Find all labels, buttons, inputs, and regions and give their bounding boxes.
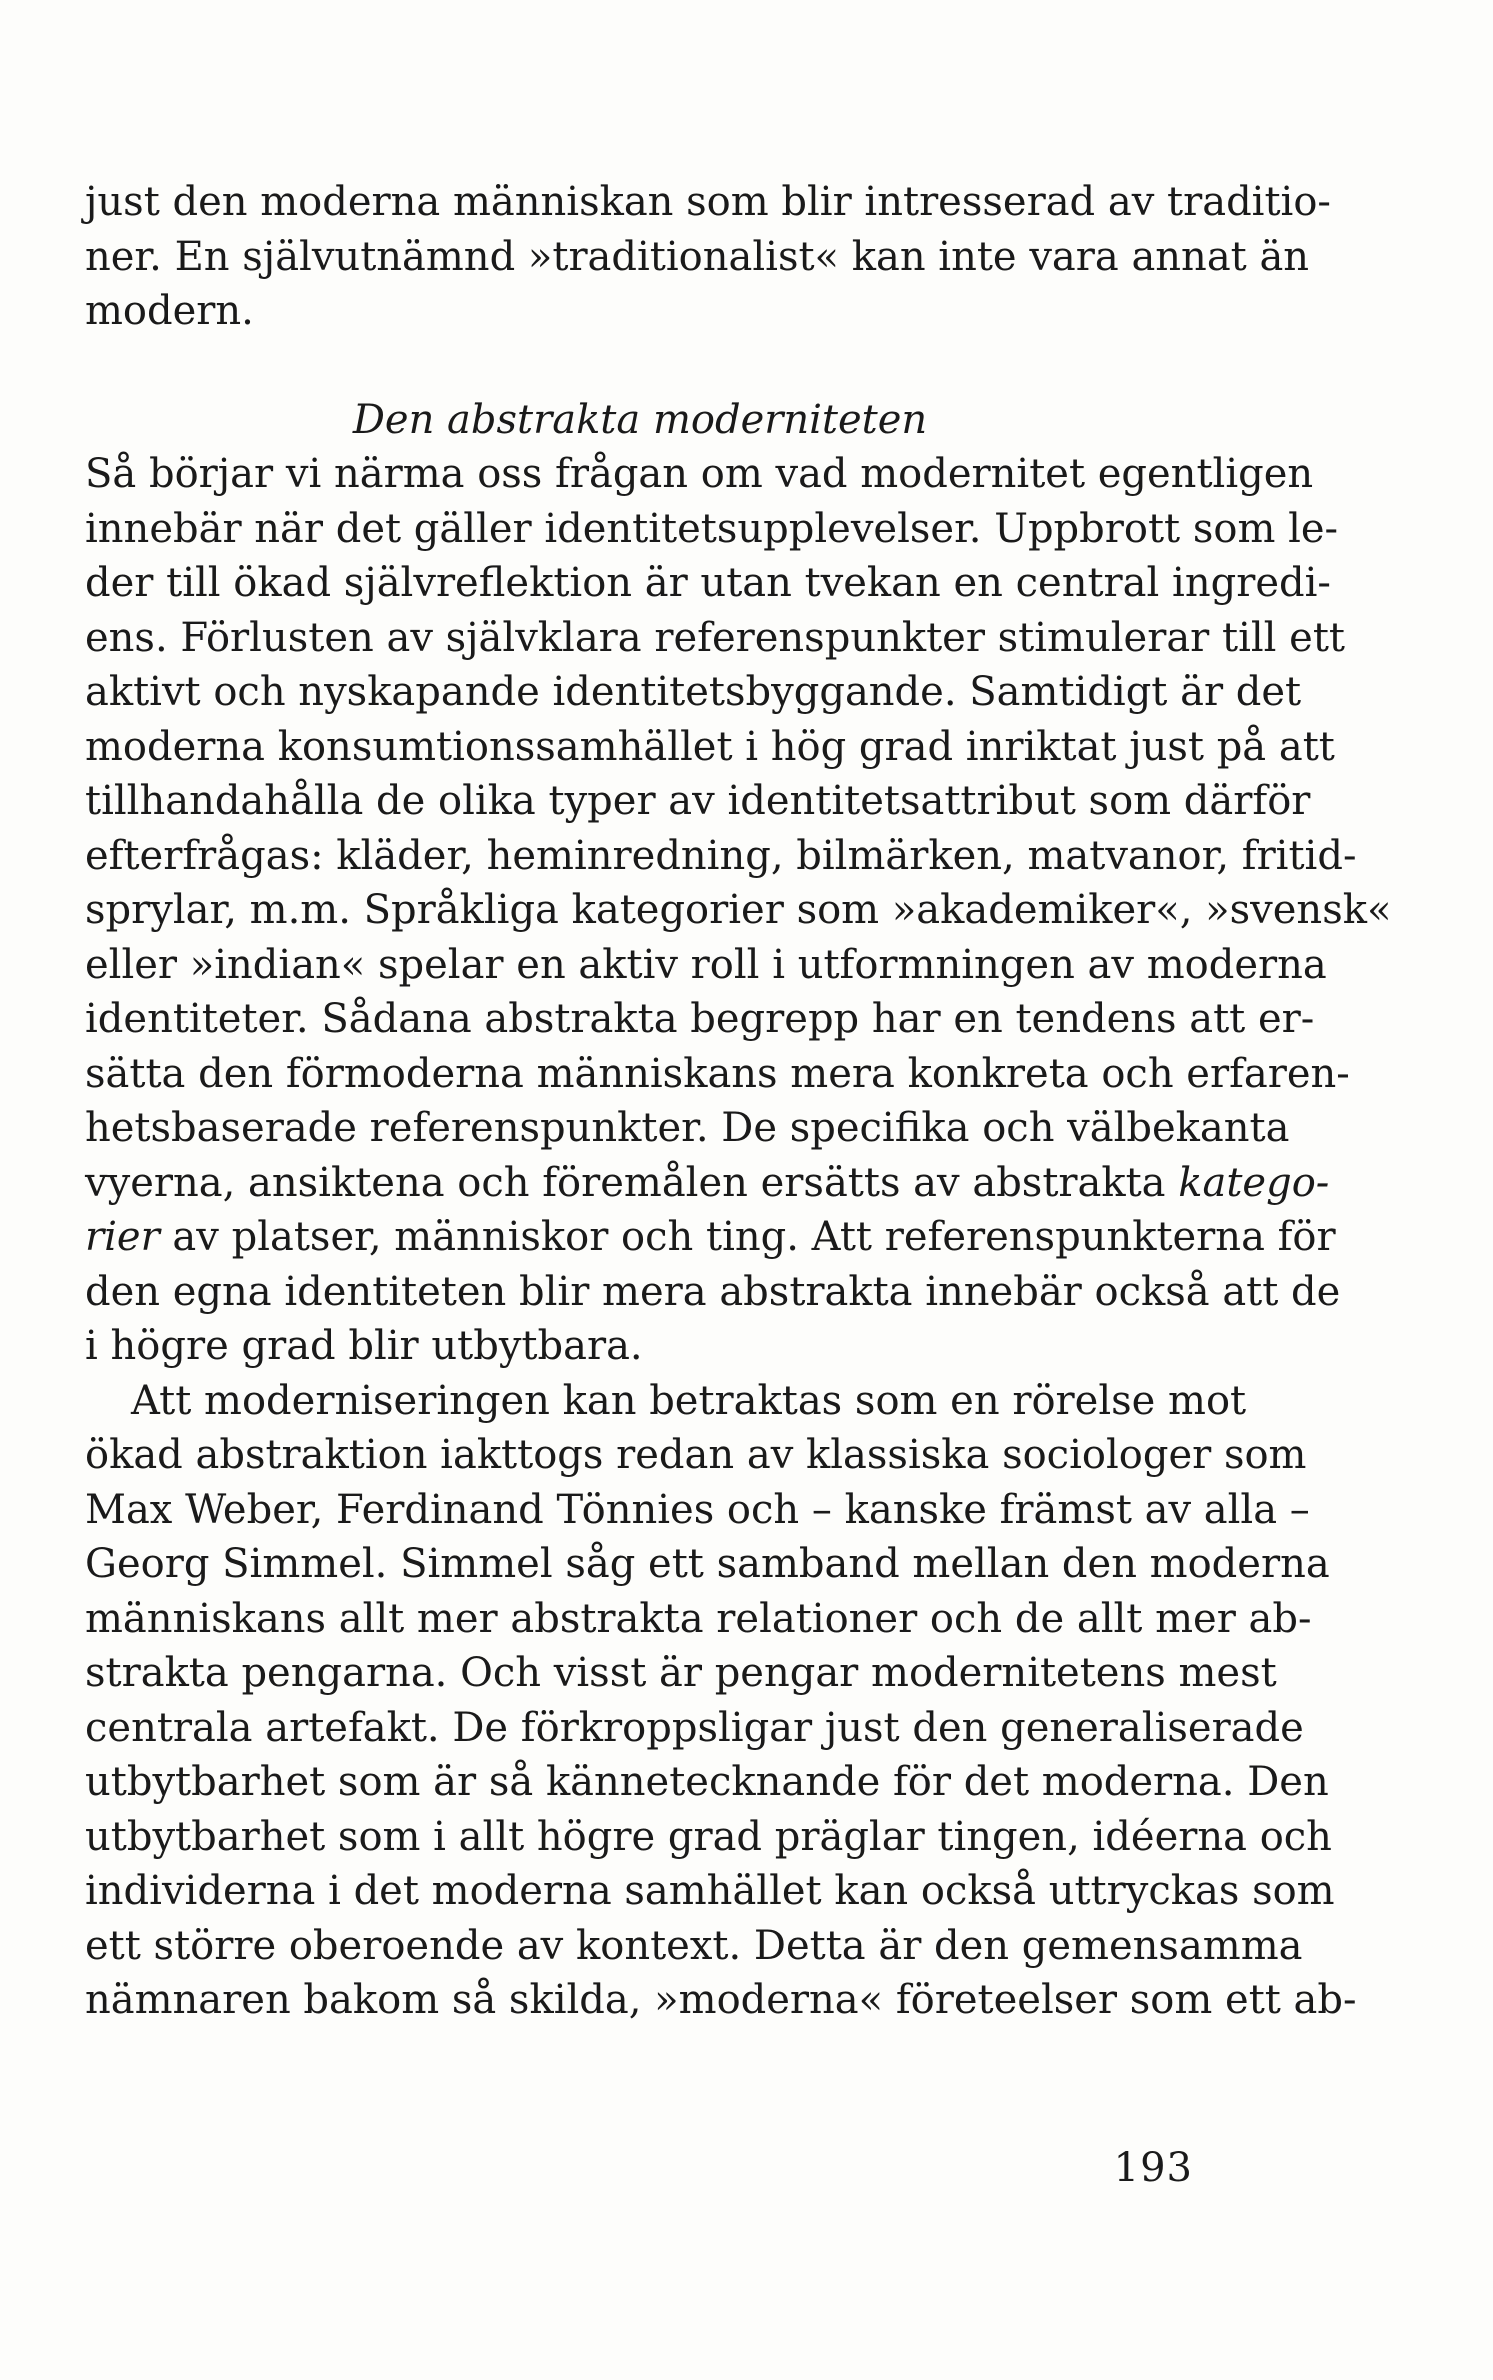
text-line: i högre grad blir utbytbara. — [85, 1323, 643, 1369]
text-line: Att moderniseringen kan betraktas som en rörelse mot — [131, 1377, 1247, 1424]
text-line: innebär när det gäller identitetsupplevelser. Uppbrott som le- — [85, 505, 1339, 552]
text-line: människans allt mer abstrakta relationer och de allt mer ab- — [85, 1595, 1312, 1642]
text-line: moderna konsumtionssamhället i hög grad inriktat just på att — [85, 723, 1335, 770]
text-line: ett större oberoende av kontext. Detta är den gemensamma — [85, 1922, 1303, 1969]
text-line: aktivt och nyskapande identitetsbyggande. Samtidigt är det — [85, 669, 1302, 715]
text-line: modern. — [85, 288, 254, 334]
text-line: just den moderna människan som blir intresserad av traditio- — [85, 179, 1331, 225]
text-line: individerna i det moderna samhället kan också uttryckas som — [85, 1868, 1335, 1914]
text-line: utbytbarhet som är så kännetecknande för det moderna. Den — [85, 1759, 1329, 1805]
text-line: sprylar, m.m. Språkliga kategorier som »akademiker«, »svensk« — [85, 887, 1392, 933]
text-line: Max Weber, Ferdinand Tönnies och – kanske främst av alla – — [85, 1486, 1310, 1533]
text-line: hetsbaserade referenspunkter. De specifika och välbekanta — [85, 1105, 1290, 1151]
text-line: eller »indian« spelar en aktiv roll i utformningen av moderna — [85, 941, 1327, 988]
text-line: strakta pengarna. Och visst är pengar modernitetens mest — [85, 1650, 1277, 1696]
text-line: sätta den förmoderna människans mera konkreta och erfaren- — [85, 1050, 1350, 1097]
body-text — [85, 175, 1392, 2028]
text-line: identiteter. Sådana abstrakta begrepp har en tendens att er- — [85, 996, 1315, 1042]
text-line: der till ökad självreflektion är utan tvekan en central ingredi- — [85, 560, 1331, 606]
text-line: efterfrågas: kläder, heminredning, bilmärken, matvanor, fritid- — [85, 832, 1357, 879]
text-line: Georg Simmel. Simmel såg ett samband mellan den moderna — [85, 1541, 1330, 1587]
text-span: vyerna, ansiktena och föremålen ersätts av abstrakta — [85, 1159, 1179, 1206]
text-line-with-italic — [85, 1156, 1330, 1211]
text-line: Så börjar vi närma oss frågan om vad modernitet egentligen — [85, 451, 1314, 497]
paragraph-1 — [85, 175, 1331, 339]
paragraph-2 — [85, 447, 1392, 1374]
text-span: av platser, människor och ting. Att referenspunkterna för — [159, 1214, 1336, 1260]
text-line: utbytbarhet som i allt högre grad präglar tingen, idéerna och — [85, 1813, 1332, 1860]
text-line: ens. Förlusten av självklara referenspunkter stimulerar till ett — [85, 614, 1345, 661]
text-line: nämnaren bakom så skilda, »moderna« företeelser som ett ab- — [85, 1977, 1357, 2023]
section-heading: Den abstrakta moderniteten — [352, 396, 928, 443]
text-line: centrala artefakt. De förkroppsligar just den generaliserade — [85, 1704, 1304, 1751]
paragraph-3 — [85, 1374, 1357, 2028]
italic-term: katego- — [1178, 1159, 1330, 1206]
text-line: tillhandahålla de olika typer av identitetsattribut som därför — [85, 778, 1311, 824]
text-line-with-italic — [85, 1210, 1336, 1265]
italic-term: rier — [85, 1214, 160, 1260]
text-line: ner. En självutnämnd »traditionalist« kan inte vara annat än — [85, 233, 1310, 280]
page-number: 193 — [1113, 2145, 1193, 2191]
text-line: den egna identiteten blir mera abstrakta innebär också att de — [85, 1268, 1341, 1315]
text-line: ökad abstraktion iakttogs redan av klassiska sociologer som — [85, 1432, 1307, 1478]
